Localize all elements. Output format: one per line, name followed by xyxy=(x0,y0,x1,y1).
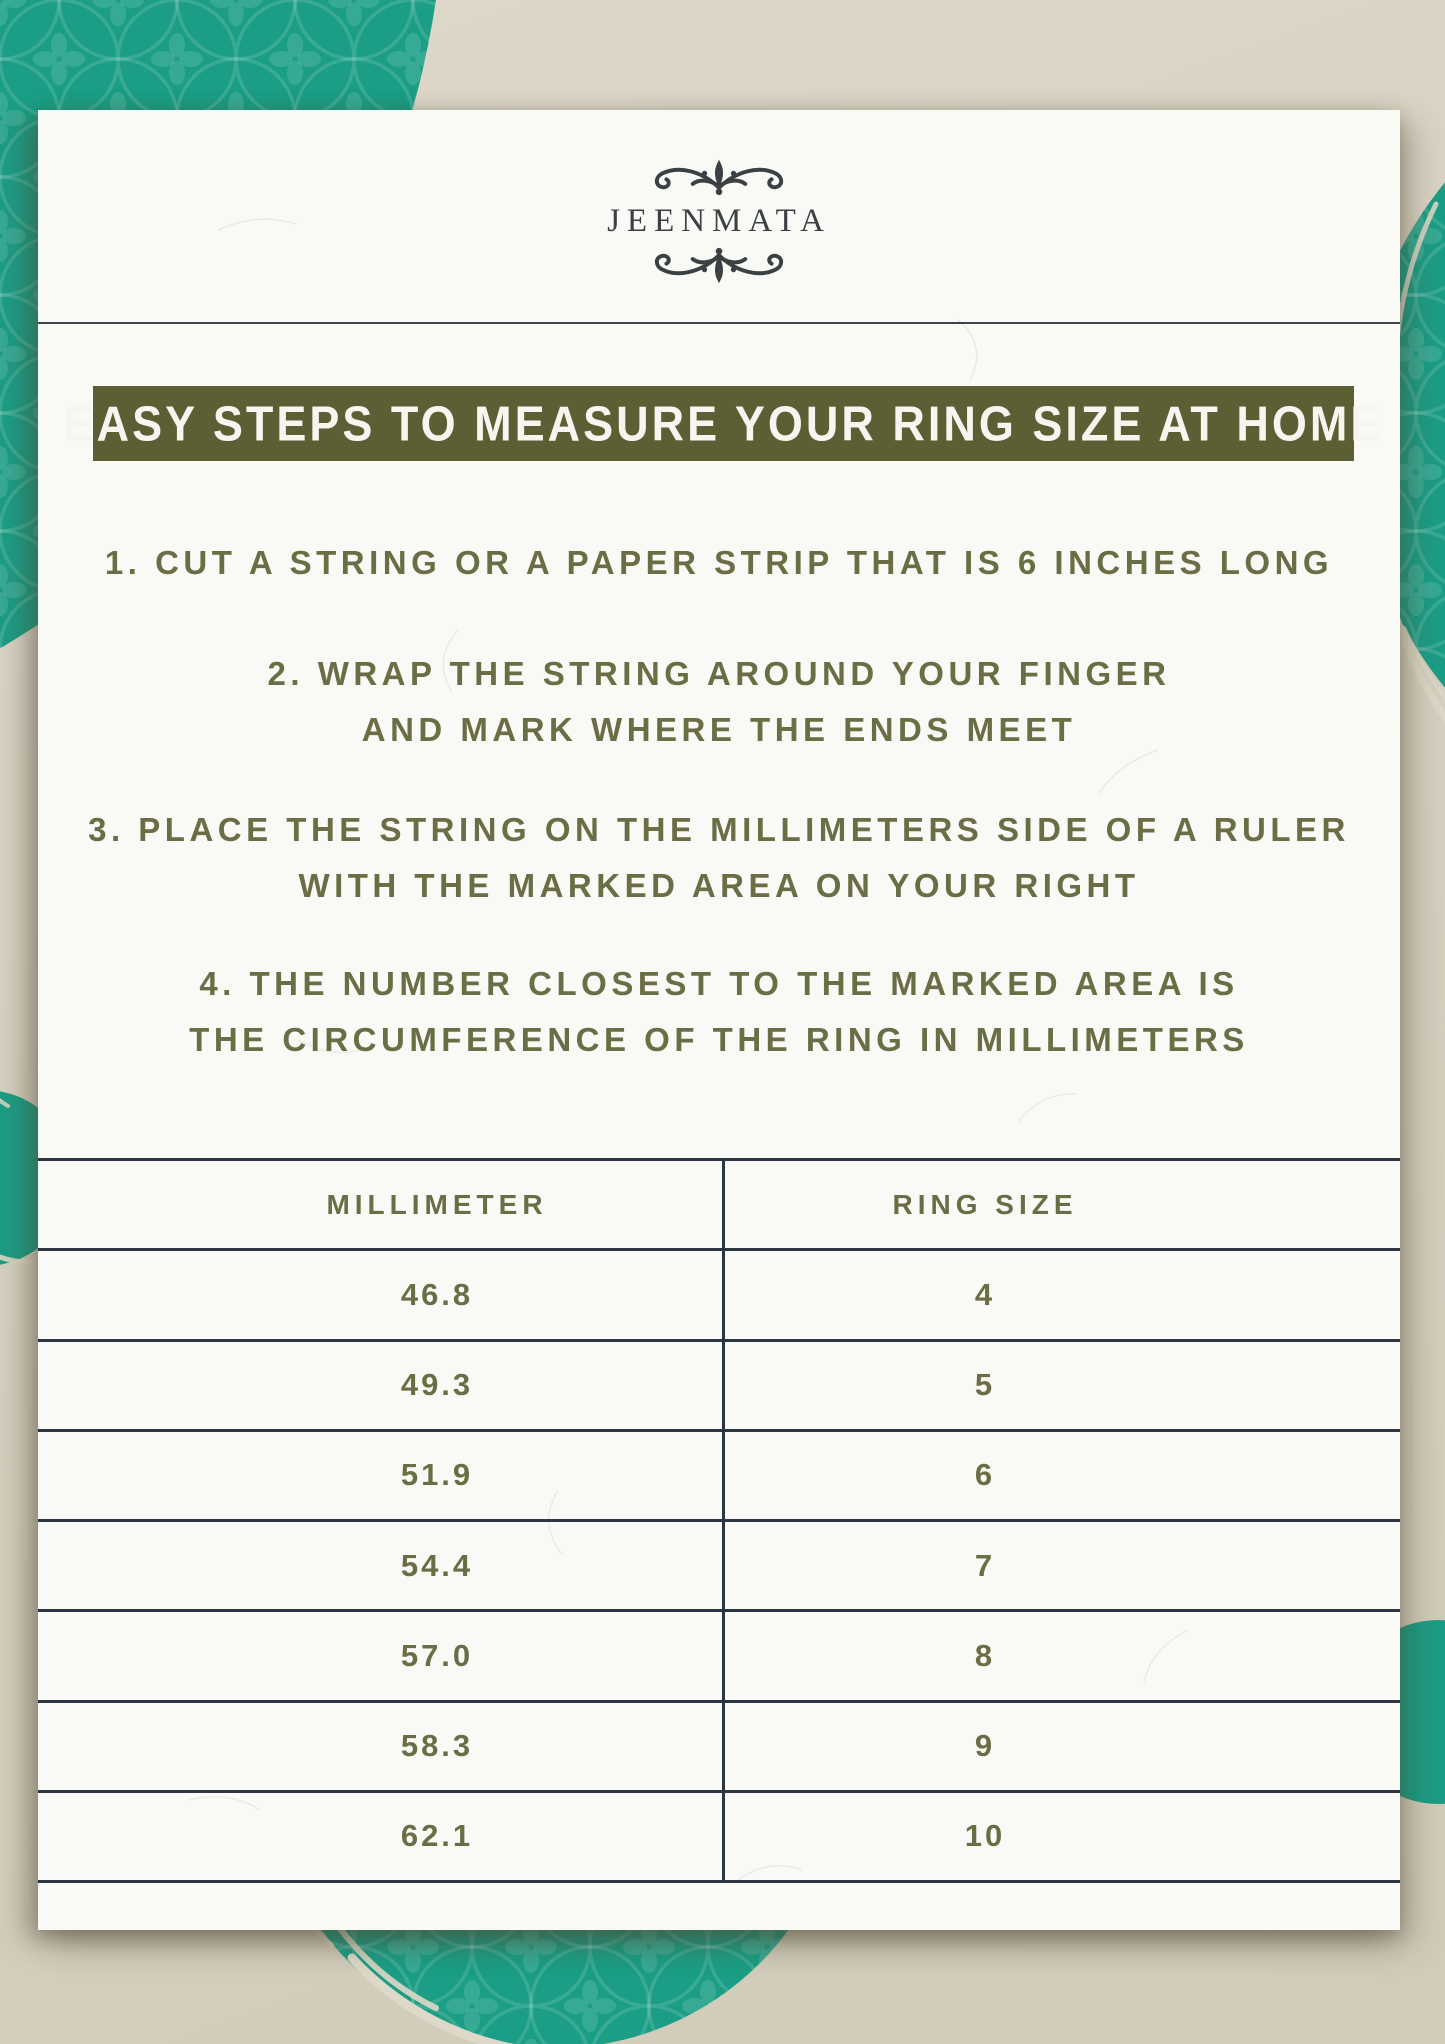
step-2 xyxy=(38,646,1400,758)
card xyxy=(38,110,1400,1930)
table-row-7-cell-2: 10 xyxy=(964,1818,1006,1854)
step-2-line-2: AND MARK WHERE THE ENDS MEET xyxy=(361,711,1077,748)
table-row-4 xyxy=(38,1519,1400,1609)
step-4-line-2: THE CIRCUMFERENCE OF THE RING IN MILLIMETERS xyxy=(189,1021,1249,1058)
step-2-line-1: 2. WRAP THE STRING AROUND YOUR FINGER xyxy=(267,655,1171,692)
table-row-6-cell-1: 58.3 xyxy=(400,1728,474,1764)
step-3 xyxy=(38,802,1400,914)
table-header-row-cell-1: MILLIMETER xyxy=(326,1188,548,1220)
step-3-line-1: 3. PLACE THE STRING ON THE MILLIMETERS SIDE OF A RULER xyxy=(88,811,1350,848)
table-row-4-cell-1: 54.4 xyxy=(400,1547,474,1583)
table-row-3-cell-2: 6 xyxy=(974,1457,996,1493)
step-1-line-1: 1. CUT A STRING OR A PAPER STRIP THAT IS 6 INCHES LONG xyxy=(104,544,1334,581)
table-row-5-cell-2: 8 xyxy=(974,1637,996,1673)
table-row-5-cell-1: 57.0 xyxy=(400,1637,474,1673)
step-1 xyxy=(38,535,1400,591)
table-row-1-cell-1: 46.8 xyxy=(400,1276,474,1312)
table-row-2-cell-1: 49.3 xyxy=(400,1367,474,1403)
brand-name: JEENMATA xyxy=(607,203,831,239)
step-4 xyxy=(38,956,1400,1068)
ring-size-table xyxy=(38,1158,1400,1883)
table-header-row-cell-2: RING SIZE xyxy=(892,1188,1078,1220)
table-row-7 xyxy=(38,1790,1400,1880)
table-row-5 xyxy=(38,1609,1400,1699)
step-4-line-1: 4. THE NUMBER CLOSEST TO THE MARKED AREA IS xyxy=(199,965,1239,1002)
table-row-3-cell-1: 51.9 xyxy=(400,1457,474,1493)
title-banner-text: EASY STEPS TO MEASURE YOUR RING SIZE AT HOME xyxy=(63,394,1384,451)
table-row-2 xyxy=(38,1339,1400,1429)
table-row-6-cell-2: 9 xyxy=(974,1728,996,1764)
table-row-3 xyxy=(38,1429,1400,1519)
table-row-1 xyxy=(38,1248,1400,1338)
table-row-2-cell-2: 5 xyxy=(974,1367,996,1403)
table-row-7-cell-1: 62.1 xyxy=(400,1818,474,1854)
table-row-1-cell-2: 4 xyxy=(974,1276,996,1312)
step-3-line-2: WITH THE MARKED AREA ON YOUR RIGHT xyxy=(298,867,1140,904)
table-row-4-cell-2: 7 xyxy=(974,1547,996,1583)
table-row-6 xyxy=(38,1700,1400,1790)
table-column-divider xyxy=(722,1158,725,1883)
table-header-row xyxy=(38,1158,1400,1248)
